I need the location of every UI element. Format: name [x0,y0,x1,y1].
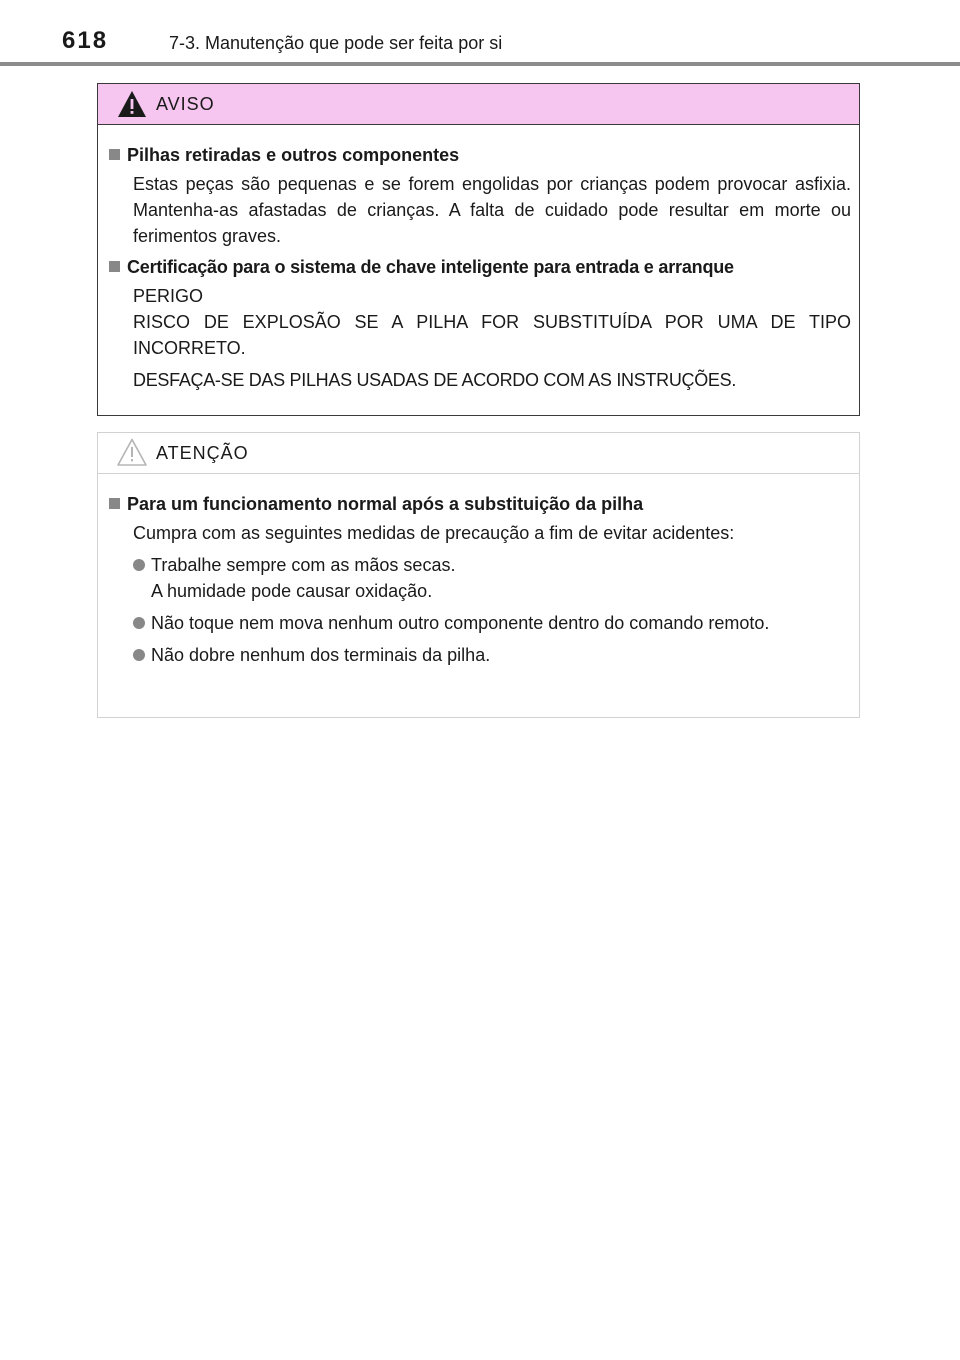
circle-bullet-icon [133,559,145,571]
warning-item-paragraph: PERIGO [133,286,204,306]
square-bullet-icon [109,261,120,272]
warning-item-title-text: Certificação para o sistema de chave inteligente para entrada e arranque [127,257,734,277]
caution-bullet-item [133,552,851,604]
caution-bullet-line: A humidade pode causar oxidação. [151,581,433,601]
caution-bullet-item [133,610,851,636]
caution-item-intro: Cumpra com as seguintes medidas de precaução a fim de evitar acidentes: [133,523,735,543]
caution-item-title-text: Para um funcionamento normal após a substituição da pilha [127,494,644,514]
warning-item-title [107,255,851,279]
warning-item-paragraph: RISCO DE EXPLOSÃO SE A PILHA FOR SUBSTITUÍDA POR UMA DE TIPO INCORRETO. [133,312,851,358]
caution-triangle-icon [116,437,148,467]
warning-item-paragraph: Estas peças são pequenas e se forem engolidas por crianças podem provocar asfixia. Mantenha-as afastadas de crianças. A falta de cuidado pode resultar em morte ou ferimentos graves. [133,174,851,246]
square-bullet-icon [109,149,120,160]
header-divider [0,62,960,66]
caution-box-header [98,433,859,474]
circle-bullet-icon [133,617,145,629]
caution-bullet-line: Trabalhe sempre com as mãos secas. [151,555,456,575]
page-number: 618 [62,27,109,54]
caution-box-body [98,474,859,668]
warning-triangle-icon [116,89,148,119]
caution-bullet-text [151,552,851,604]
warning-label: AVISO [156,94,215,114]
caution-bullet-text: Não toque nem mova nenhum outro componente dentro do comando remoto. [151,613,770,633]
caution-bullet-text: Não dobre nenhum dos terminais da pilha. [151,645,491,665]
warning-item-title [107,143,851,167]
warning-item-title-text: Pilhas retiradas e outros componentes [127,145,460,165]
caution-bullet-item [133,642,851,668]
circle-bullet-icon [133,649,145,661]
section-title: 7-3. Manutenção que pode ser feita por si [169,33,503,53]
caution-label: ATENÇÃO [156,443,249,463]
warning-item-paragraph: DESFAÇA-SE DAS PILHAS USADAS DE ACORDO COM AS INSTRUÇÕES. [133,370,737,390]
page-header [0,0,960,66]
caution-box [97,432,860,718]
square-bullet-icon [109,498,120,509]
warning-box-body [98,125,859,393]
caution-item-title [107,492,851,516]
warning-box [97,83,860,416]
warning-box-header [98,84,859,125]
